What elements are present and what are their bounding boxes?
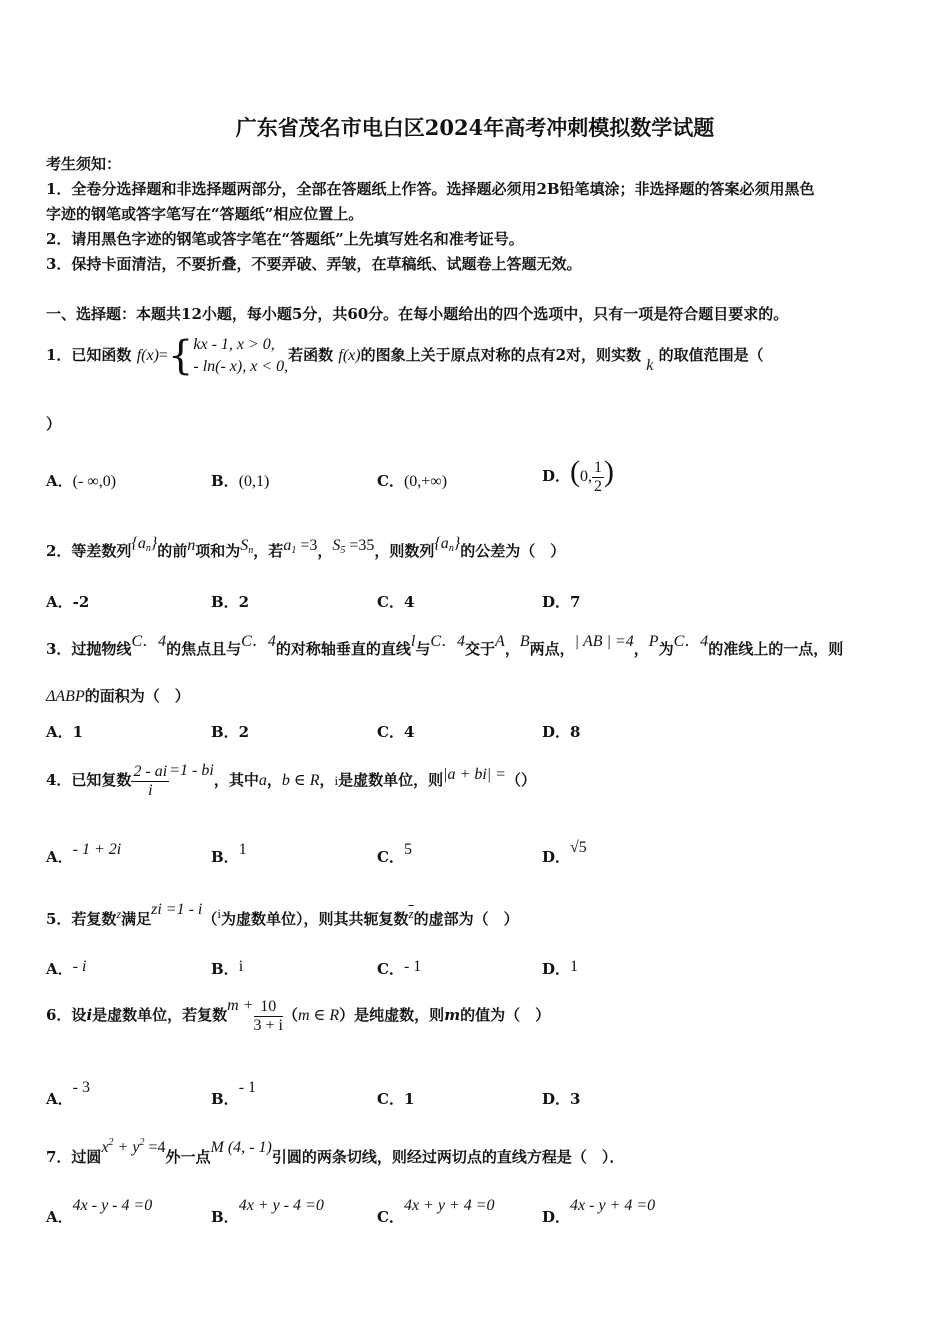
q5-option-a-value: - i	[72, 958, 87, 975]
q5-option-d	[542, 958, 578, 979]
q1-brace: {	[167, 333, 194, 379]
q1-option-d-fraction	[592, 459, 604, 496]
q3-P: P	[648, 633, 659, 650]
q5-t4: 的虚部为（ ）	[413, 910, 519, 928]
q6-fraction	[254, 998, 283, 1035]
q4-option-c	[377, 841, 412, 867]
q4-fraction	[131, 763, 169, 800]
question-7	[46, 1137, 625, 1167]
q1-case-2: - ln(- x), x < 0,	[193, 358, 289, 375]
q6-t4: 的值为（ ）	[460, 1006, 551, 1024]
q5-option-a	[46, 958, 86, 979]
q3-t6: ，	[633, 640, 649, 658]
q2-option-d: D．7	[542, 593, 581, 611]
q1-close: ）	[46, 415, 62, 433]
q3-C: C．4	[131, 633, 167, 650]
q3-t9: 的面积为（ ）	[84, 687, 190, 705]
q2-option-b: B．2	[211, 593, 250, 611]
q4-a: a	[258, 772, 267, 789]
q2-S5	[332, 537, 374, 554]
q4-option-a-label: A．	[46, 848, 73, 866]
notice-heading: 考生须知：	[46, 155, 122, 173]
q4-option-a-value: - 1 + 2i	[72, 841, 122, 858]
q3-line-2	[46, 685, 190, 706]
q1-option-d: D．(0, $\frac{1}{2}$ )	[542, 455, 615, 495]
q2-lead: 2．等差数列	[46, 542, 132, 560]
q7-plus-y: + y	[113, 1139, 140, 1156]
q3-C-3: C．4	[430, 633, 466, 650]
q4-abs: |a + bi| =	[443, 766, 506, 783]
q3-C-2: C．4	[241, 633, 276, 650]
q2-seq2-end: }	[453, 535, 461, 552]
q1-option-a-label: A．	[46, 472, 73, 490]
question-5	[46, 901, 519, 929]
q5-t3: 为虚数单位），则其共轭复数	[221, 910, 409, 928]
question-4	[46, 755, 536, 805]
q3-l: l	[410, 633, 416, 650]
q1-option-d-den: 2	[594, 477, 603, 495]
q2-option-c: C．4	[377, 593, 415, 611]
q6-lead: 6．设	[46, 1006, 87, 1024]
q4-comma: ，	[266, 771, 282, 789]
q5-option-c-label: C．	[377, 960, 404, 978]
q4-t2: ，	[319, 771, 335, 789]
q3-t8: 的准线上的一点，则	[708, 640, 844, 658]
q7-x: x	[101, 1139, 109, 1156]
q4-t1: ，其中	[213, 771, 259, 789]
q3-option-d: D．8	[542, 723, 581, 741]
q4-rhs: =1 - bi	[169, 762, 214, 779]
q1-option-c	[377, 470, 447, 491]
q1-option-d-num: 1	[594, 458, 603, 476]
q1-option-d-label: D．	[542, 467, 571, 485]
q1-end: 的取值范围是（	[658, 346, 764, 364]
q2-a1	[283, 537, 317, 554]
q1-lead: 1．已知函数	[46, 346, 132, 364]
q5-option-c	[377, 958, 421, 979]
q2-S: S	[240, 537, 249, 554]
q3-B: B	[519, 633, 530, 650]
q2-S-sub: n	[248, 545, 254, 556]
q7-option-a	[46, 1197, 153, 1227]
q5-option-b-value: i	[238, 958, 244, 975]
q3-t5: 两点，	[529, 640, 575, 658]
q2-option-a: A．-2	[46, 593, 90, 611]
question-3	[46, 633, 844, 659]
q6-t3: ）是纯虚数，则	[339, 1006, 445, 1024]
q6-option-d: D．3	[542, 1090, 581, 1108]
q2-seq-a: {a	[131, 535, 146, 552]
q3-option-c: C．4	[377, 723, 415, 741]
q1-case-1: kx - 1, x > 0,	[193, 336, 275, 353]
q4-option-c-value: 5	[403, 841, 412, 858]
q4-option-c-label: C．	[377, 848, 404, 866]
q2-t3: ，若	[253, 542, 284, 560]
question-2	[46, 535, 566, 562]
q1-option-c-label: C．	[377, 472, 404, 490]
q7-option-d-label: D．	[542, 1208, 571, 1226]
q2-t4: ，则数列	[374, 542, 435, 560]
q6-option-c: C．1	[377, 1090, 415, 1108]
q6-option-b	[211, 1079, 257, 1109]
notice-line-2: 2．请用黑色字迹的钢笔或答字笔在“答题纸”上先填写姓名和准考证号。	[46, 230, 524, 248]
q5-eq: zi =1 - i	[151, 901, 203, 918]
q7-circle-eq	[101, 1139, 165, 1156]
notice-line-1a: 1．全卷分选择题和非选择题两部分，全部在答题纸上作答。选择题必须用2B铅笔填涂；非选择题的答案必须用黑色	[46, 180, 815, 198]
section-heading: 一、选择题：本题共12小题，每小题5分，共60分。在每小题给出的四个选项中，只有一项是符合题目要求的。	[46, 305, 789, 323]
q2-S5-sub: 5	[340, 545, 346, 556]
q2-S5-S: S	[332, 537, 341, 554]
q3-t3: 与	[415, 640, 431, 658]
q5-t2: （	[202, 910, 218, 928]
q5-option-b-label: B．	[211, 960, 239, 978]
q1-mid: 若函数	[288, 346, 334, 364]
q7-option-b	[211, 1197, 324, 1227]
q7-x-sup: 2	[108, 1137, 114, 1148]
q2-a1-a: a	[283, 537, 292, 554]
q5-option-d-value: 1	[570, 958, 579, 975]
question-1	[46, 330, 764, 380]
q7-option-b-label: B．	[211, 1208, 239, 1226]
q2-a1-val: =3	[296, 537, 318, 554]
q4-frac-den: i	[148, 781, 153, 799]
q6-frac-num: 10	[254, 998, 283, 1017]
q2-seq2-a: {a	[434, 535, 449, 552]
q4-i: i	[334, 773, 339, 788]
q1-fx: f(x)	[136, 347, 159, 364]
q3-comma: ，	[504, 640, 520, 658]
q1-option-b-value: (0,1)	[238, 473, 270, 490]
q2-seq-end: }	[150, 535, 158, 552]
notice-line-1b: 字迹的钢笔或答字笔写在“答题纸”相应位置上。	[46, 205, 364, 223]
q6-option-b-label: B．	[211, 1090, 239, 1108]
q6-option-a-label: A．	[46, 1090, 73, 1108]
q1-k: k	[646, 357, 654, 374]
q6-m: m +	[227, 997, 254, 1014]
q7-M: M (4, - 1)	[210, 1139, 272, 1156]
q4-option-b-value: 1	[238, 841, 247, 858]
q6-i: i	[86, 1006, 93, 1024]
q7-t2: 引圆的两条切线，则经过两切点的直线方程是（ ）．	[271, 1148, 625, 1166]
q1-cases	[193, 334, 288, 378]
q5-option-b	[211, 958, 243, 979]
q3-triangle: ΔABP	[46, 688, 85, 705]
q3-t7: 为	[658, 640, 674, 658]
q5-option-a-label: A．	[46, 960, 73, 978]
question-6	[46, 990, 550, 1040]
q1-tail: 的图象上关于原点对称的点有2对，则实数	[360, 346, 642, 364]
q5-i: i	[217, 906, 222, 921]
q4-t4: （）	[505, 771, 536, 789]
q7-option-a-label: A．	[46, 1208, 73, 1226]
q1-option-b-label: B．	[211, 472, 239, 490]
q7-y-sup: 2	[139, 1137, 145, 1148]
q6-option-b-value: - 1	[238, 1079, 257, 1096]
q4-option-b	[211, 841, 247, 867]
q1-eq: =	[158, 347, 168, 364]
q7-eq: =4	[144, 1139, 166, 1156]
q7-t1: 外一点	[165, 1148, 211, 1166]
q7-option-c-value: 4x + y + 4 =0	[403, 1197, 495, 1214]
q7-lead: 7．过圆	[46, 1148, 102, 1166]
q5-lead: 5．若复数	[46, 910, 117, 928]
q4-option-d-value: √5	[570, 839, 587, 856]
q2-seq-sub: n	[145, 543, 151, 554]
q6-option-a	[46, 1079, 90, 1109]
q4-frac-num: 2 - ai	[133, 762, 168, 780]
q4-option-d-label: D．	[542, 848, 571, 866]
q2-seq-2	[434, 535, 460, 552]
q2-t5: 的公差为（ ）	[460, 542, 566, 560]
q6-m2: m	[444, 1006, 461, 1024]
q7-option-d	[542, 1197, 656, 1227]
q2-n: n	[187, 537, 196, 554]
q3-t1: 的焦点且与	[166, 640, 242, 658]
q4-lead: 4．已知复数	[46, 771, 132, 789]
q3-lead: 3．过抛物线	[46, 640, 132, 658]
q5-z: z	[116, 907, 122, 921]
q4-option-a	[46, 841, 122, 867]
q1-option-b	[211, 470, 269, 491]
q2-t2: 项和为	[195, 542, 241, 560]
q4-bR: b ∈ R	[281, 772, 320, 789]
q1-option-c-value: (0,+∞)	[403, 473, 448, 490]
q3-A: A	[495, 633, 505, 650]
q6-mR: m ∈ R	[298, 1007, 340, 1024]
q1-fx-2: f(x)	[338, 347, 361, 364]
q5-option-c-value: - 1	[403, 958, 422, 975]
q2-S5-val: =35	[345, 537, 375, 554]
q6-frac-den: 3 + i	[253, 1016, 283, 1034]
q1-option-d-pre: 0,	[580, 468, 593, 485]
q2-seq	[131, 535, 157, 552]
q5-zbar: $\overline{z}$	[408, 906, 414, 921]
q7-option-a-value: 4x - y - 4 =0	[72, 1197, 153, 1214]
q2-seq2-sub: n	[448, 543, 454, 554]
q4-option-d	[542, 839, 587, 867]
q7-option-b-value: 4x + y - 4 =0	[238, 1197, 324, 1214]
notice-line-3: 3．保持卡面清洁，不要折叠，不要弄破、弄皱，在草稿纸、试题卷上答题无效。	[46, 255, 582, 273]
q1-option-a	[46, 470, 116, 491]
q1-option-a-value: (- ∞,0)	[72, 473, 117, 490]
q6-t2: （	[282, 1006, 298, 1024]
q6-t1: 是虚数单位，若复数	[92, 1006, 228, 1024]
q2-a1-sub: 1	[291, 545, 297, 556]
q7-option-c	[377, 1197, 495, 1227]
q3-t4: 交于	[465, 640, 496, 658]
q5-option-d-label: D．	[542, 960, 571, 978]
q3-t2: 的对称轴垂直的直线	[275, 640, 411, 658]
page-title: 广东省茂名市电白区2024年高考冲刺模拟数学试题	[235, 115, 715, 140]
q4-t3: 是虚数单位，则	[338, 771, 444, 789]
q3-option-b: B．2	[211, 723, 250, 741]
q5-t1: 满足	[121, 910, 152, 928]
q7-option-c-label: C．	[377, 1208, 404, 1226]
q2-comma: ，	[317, 542, 333, 560]
q2-t1: 的前	[157, 542, 188, 560]
q2-Sn	[240, 537, 253, 554]
q7-option-d-value: 4x - y + 4 =0	[570, 1197, 656, 1214]
q3-option-a: A．1	[46, 723, 84, 741]
q3-AB: | AB | =4	[574, 633, 634, 650]
q3-C-4: C．4	[673, 633, 709, 650]
q4-option-b-label: B．	[211, 848, 239, 866]
q6-option-a-value: - 3	[72, 1079, 90, 1096]
